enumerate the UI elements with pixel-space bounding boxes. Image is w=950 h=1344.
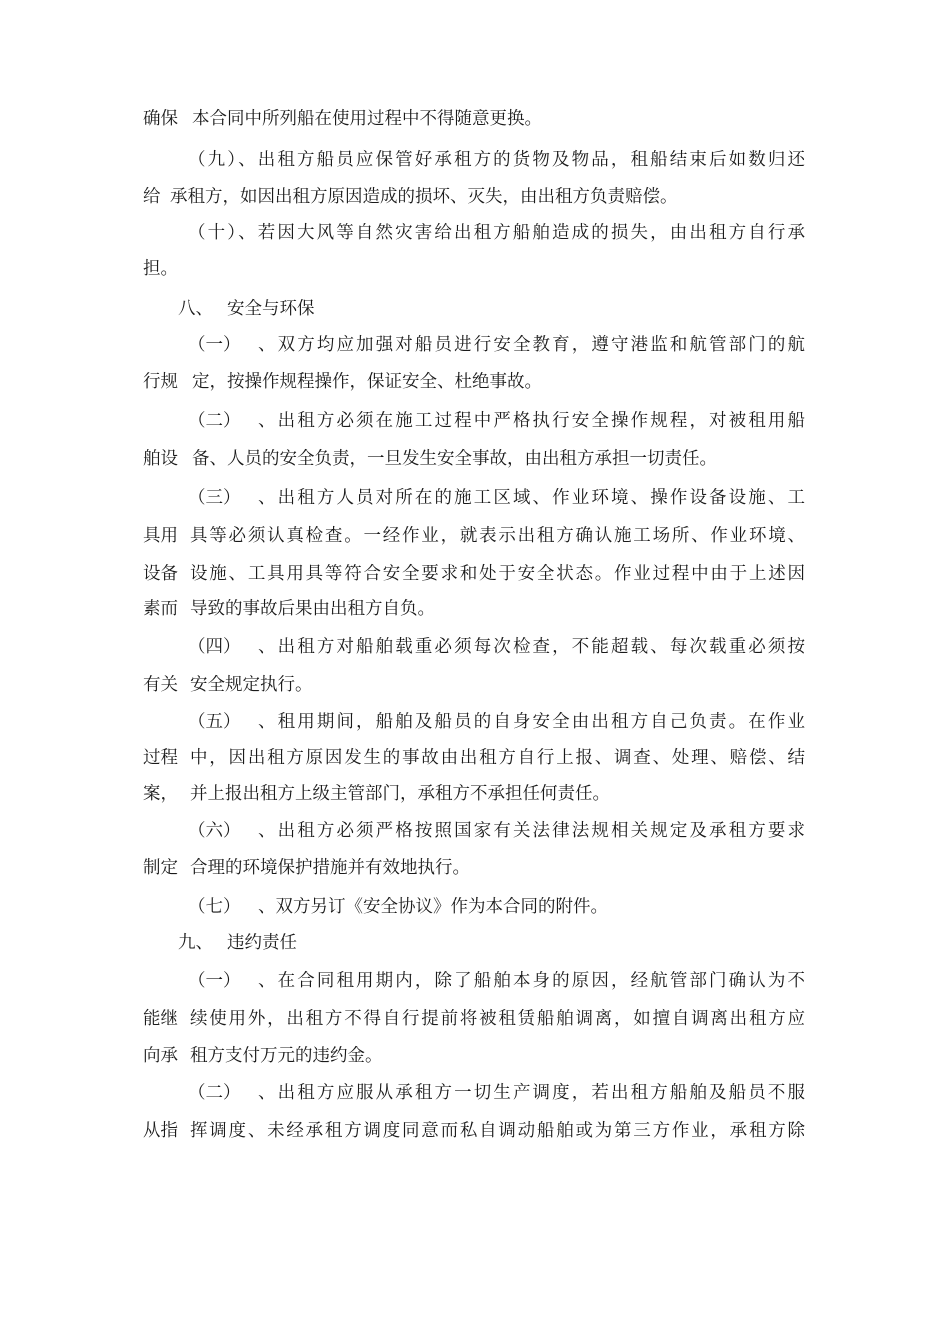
line-prefix: 有关 bbox=[143, 675, 178, 695]
section-heading bbox=[0, 294, 950, 324]
line-prefix: 从指 bbox=[143, 1121, 178, 1141]
line-prefix: 给 bbox=[143, 187, 161, 207]
line-prefix: （四） bbox=[188, 637, 241, 657]
text-line bbox=[0, 743, 950, 773]
text-line bbox=[0, 594, 950, 624]
line-text: 挥调度、未经承租方调度同意而私自调动船舶或为第三方作业，承租方除 bbox=[190, 1121, 805, 1141]
line-text: 、在合同租用期内，除了船舶本身的原因，经航管部门确认为不 bbox=[258, 971, 805, 991]
section-number: 九、 bbox=[178, 933, 213, 953]
text-line bbox=[0, 892, 950, 922]
line-prefix: 过程 bbox=[143, 748, 178, 768]
text-line bbox=[0, 367, 950, 397]
line-prefix: （五） bbox=[188, 712, 241, 732]
text-line bbox=[0, 483, 950, 513]
line-prefix: 行规 bbox=[143, 372, 178, 392]
line-text: 设施、工具用具等符合安全要求和处于安全状态。作业过程中由于上述因 bbox=[190, 564, 805, 584]
text-line bbox=[0, 1116, 950, 1146]
text-line bbox=[0, 559, 950, 589]
section-title: 安全与环保 bbox=[227, 299, 315, 319]
text-line bbox=[0, 632, 950, 662]
text-line bbox=[0, 853, 950, 883]
section-title: 违约责任 bbox=[227, 933, 297, 953]
line-text: 并上报出租方上级主管部门，承租方不承担任何责任。 bbox=[190, 784, 610, 804]
line-prefix: （三） bbox=[188, 488, 241, 508]
text-line bbox=[0, 330, 950, 360]
text-line bbox=[0, 1078, 950, 1108]
line-prefix: （一） bbox=[188, 971, 241, 991]
line-text: 、双方均应加强对船员进行安全教育，遵守港监和航管部门的航 bbox=[258, 335, 805, 355]
line-text: 承租方，如因出租方原因造成的损坏、灭失，由出租方负责赔偿。 bbox=[170, 187, 678, 207]
section-number: 八、 bbox=[178, 299, 213, 319]
text-line bbox=[0, 145, 950, 175]
text-line bbox=[0, 1004, 950, 1034]
text-line bbox=[0, 779, 950, 809]
line-prefix: （二） bbox=[188, 1083, 241, 1103]
line-text: 、出租方对船舶载重必须每次检查，不能超载、每次载重必须按 bbox=[258, 637, 805, 657]
line-text: 、出租方必须严格按照国家有关法律法规相关规定及承租方要求 bbox=[258, 821, 805, 841]
line-text: 导致的事故后果由出租方自负。 bbox=[190, 599, 435, 619]
text-line bbox=[0, 1041, 950, 1071]
text-line bbox=[0, 104, 950, 134]
line-text: 安全规定执行。 bbox=[190, 675, 313, 695]
text-line bbox=[0, 707, 950, 737]
line-text: 合理的环境保护措施并有效地执行。 bbox=[190, 858, 470, 878]
line-prefix: 具用 bbox=[143, 526, 178, 546]
text-line bbox=[0, 254, 950, 284]
text-line bbox=[0, 406, 950, 436]
text-line bbox=[0, 816, 950, 846]
line-text: 、出租方人员对所在的施工区域、作业环境、操作设备设施、工 bbox=[258, 488, 805, 508]
line-prefix: （二） bbox=[188, 411, 241, 431]
line-text: 、出租方应服从承租方一切生产调度，若出租方船舶及船员不服 bbox=[258, 1083, 805, 1103]
line-prefix: 制定 bbox=[143, 858, 178, 878]
line-prefix: （七） bbox=[188, 897, 241, 917]
line-text: 租方支付万元的违约金。 bbox=[190, 1046, 383, 1066]
text-line bbox=[0, 182, 950, 212]
line-text: 本合同中所列船在使用过程中不得随意更换。 bbox=[192, 109, 542, 129]
line-prefix: 向承 bbox=[143, 1046, 178, 1066]
line-prefix: 案， bbox=[143, 784, 178, 804]
line-text: 中，因出租方原因发生的事故由出租方自行上报、调查、处理、赔偿、结 bbox=[190, 748, 805, 768]
text-line bbox=[0, 670, 950, 700]
line-text: 担。 bbox=[143, 259, 178, 279]
line-text: 备、人员的安全负责，一旦发生安全事故，由出租方承担一切责任。 bbox=[192, 449, 717, 469]
line-prefix: 确保 bbox=[143, 109, 178, 129]
text-line bbox=[0, 218, 950, 248]
line-prefix: 设备 bbox=[143, 564, 178, 584]
line-text: 、双方另订《安全协议》作为本合同的附件。 bbox=[258, 897, 608, 917]
line-prefix: （一） bbox=[188, 335, 241, 355]
line-prefix: 舶设 bbox=[143, 449, 178, 469]
line-text: 、租用期间，船舶及船员的自身安全由出租方自己负责。在作业 bbox=[258, 712, 805, 732]
text-line bbox=[0, 521, 950, 551]
text-line bbox=[0, 966, 950, 996]
line-text: （十）、若因大风等自然灾害给出租方船舶造成的损失，由出租方自行承 bbox=[188, 223, 805, 243]
line-prefix: 能继 bbox=[143, 1009, 178, 1029]
line-text: 定，按操作规程操作，保证安全、杜绝事故。 bbox=[192, 372, 542, 392]
line-text: （九）、出租方船员应保管好承租方的货物及物品，租船结束后如数归还 bbox=[188, 150, 805, 170]
line-text: 具等必须认真检查。一经作业，就表示出租方确认施工场所、作业环境、 bbox=[190, 526, 805, 546]
section-heading bbox=[0, 928, 950, 958]
line-text: 、出租方必须在施工过程中严格执行安全操作规程，对被租用船 bbox=[258, 411, 805, 431]
line-prefix: （六） bbox=[188, 821, 241, 841]
line-prefix: 素而 bbox=[143, 599, 178, 619]
line-text: 续使用外，出租方不得自行提前将被租赁船舶调离，如擅自调离出租方应 bbox=[190, 1009, 805, 1029]
text-line bbox=[0, 444, 950, 474]
